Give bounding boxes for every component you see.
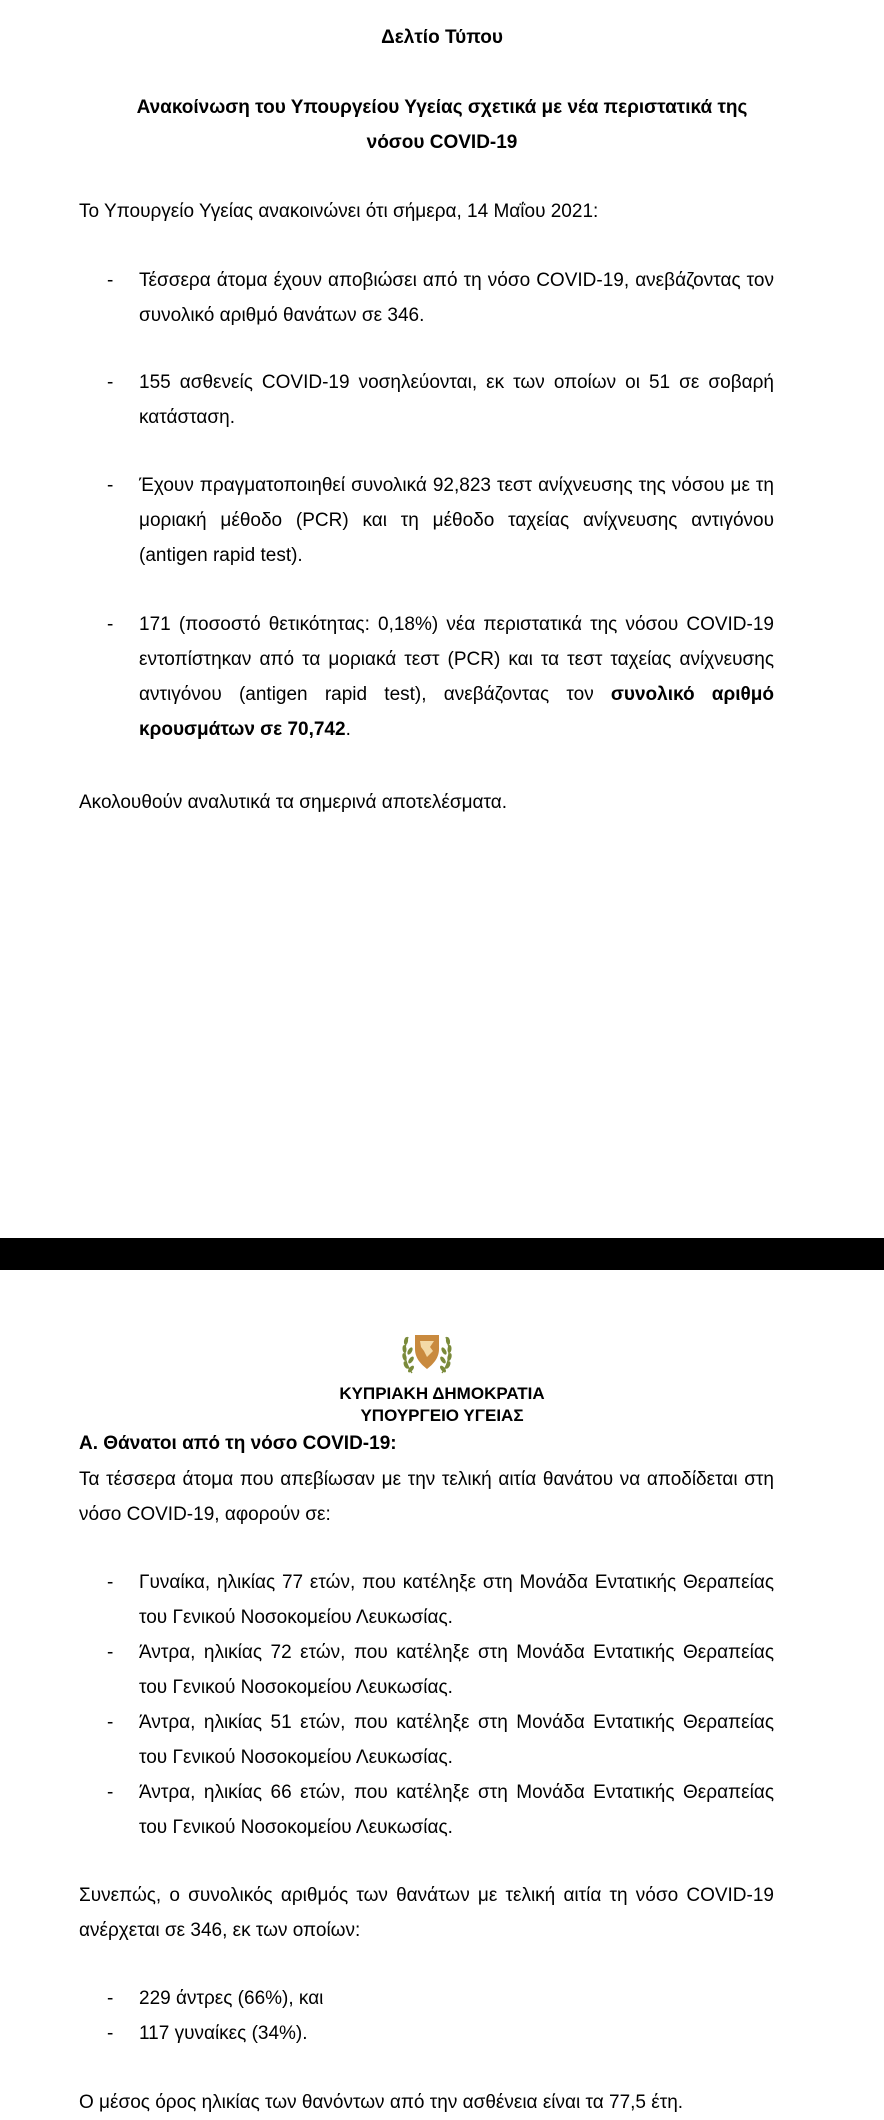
document-subtitle-line1: Ανακοίνωση του Υπουργείου Υγείας σχετικά με νέα περιστατικά της bbox=[136, 97, 748, 118]
intro-paragraph: Το Υπουργείο Υγείας ανακοινώνει ότι σήμερα, 14 Μαΐου 2021: bbox=[79, 201, 599, 222]
list-item: 117 γυναίκες (34%). bbox=[139, 2023, 308, 2044]
list-item: 229 άντρες (66%), και bbox=[139, 1988, 324, 2009]
total-deaths-paragraph: Συνεπώς, ο συνολικός αριθμός των θανάτων με τελική αιτία τη νόσο COVID-19 ανέρχεται σε 346, εκ των οποίων: bbox=[79, 1885, 774, 1941]
list-bullet: - bbox=[107, 1572, 114, 1593]
list-bullet: - bbox=[107, 1642, 114, 1663]
section-intro: Τα τέσσερα άτομα που απεβίωσαν με την τελική αιτία θανάτου να αποδίδεται στη νόσο COVID-19, αφορούν σε: bbox=[79, 1469, 774, 1525]
cyprus-coat-of-arms-icon bbox=[400, 1327, 454, 1379]
total-cases-highlight: συνολικό αριθμό κρουσμάτων σε 70,742 bbox=[139, 684, 774, 740]
list-item: Άντρα, ηλικίας 66 ετών, που κατέληξε στη Μονάδα Εντατικής Θεραπείας του Γενικού Νοσοκομείου Λευκωσίας. bbox=[139, 1782, 774, 1838]
page-separator bbox=[0, 1238, 884, 1270]
list-item: Άντρα, ηλικίας 72 ετών, που κατέληξε στη Μονάδα Εντατικής Θεραπείας του Γενικού Νοσοκομείου Λευκωσίας. bbox=[139, 1642, 774, 1698]
list-item: Άντρα, ηλικίας 51 ετών, που κατέληξε στη Μονάδα Εντατικής Θεραπείας του Γενικού Νοσοκομείου Λευκωσίας. bbox=[139, 1712, 774, 1768]
list-item: Τέσσερα άτομα έχουν αποβιώσει από τη νόσο COVID-19, ανεβάζοντας τον συνολικό αριθμό θανάτων σε 346. bbox=[139, 270, 774, 326]
list-bullet: - bbox=[107, 270, 114, 291]
list-item: 155 ασθενείς COVID-19 νοσηλεύονται, εκ των οποίων οι 51 σε σοβαρή κατάσταση. bbox=[139, 372, 774, 428]
list-bullet: - bbox=[107, 1988, 114, 2009]
header-ministry: ΥΠΟΥΡΓΕΙΟ ΥΓΕΙΑΣ bbox=[360, 1406, 524, 1425]
list-item: Έχουν πραγματοποιηθεί συνολικά 92,823 τεστ ανίχνευσης της νόσου με τη μοριακή μέθοδο (PCR) και τη μέθοδο ταχείας ανίχνευσης αντιγόνου (antigen rapid test). bbox=[139, 475, 774, 566]
average-age-paragraph: Ο μέσος όρος ηλικίας των θανόντων από την ασθένεια είναι τα 77,5 έτη. bbox=[79, 2092, 684, 2113]
list-bullet: - bbox=[107, 614, 114, 635]
list-bullet: - bbox=[107, 372, 114, 393]
document-subtitle-line2: νόσου COVID-19 bbox=[366, 132, 518, 153]
list-bullet: - bbox=[107, 1712, 114, 1733]
list-bullet: - bbox=[107, 2023, 114, 2044]
list-item bbox=[139, 607, 774, 747]
list-bullet: - bbox=[107, 1782, 114, 1803]
closing-paragraph: Ακολουθούν αναλυτικά τα σημερινά αποτελέσματα. bbox=[79, 792, 508, 813]
document-title: Δελτίο Τύπου bbox=[381, 27, 503, 48]
section-title: Α. Θάνατοι από τη νόσο COVID-19: bbox=[79, 1433, 397, 1454]
header-republic: ΚΥΠΡΙΑΚΗ ΔΗΜΟΚΡΑΤΙΑ bbox=[339, 1384, 545, 1403]
list-item-text: 171 (ποσοστό θετικότητας: 0,18%) νέα περιστατικά της νόσου COVID-19 εντοπίστηκαν από τα μοριακά τεστ (PCR) και τα τεστ ταχείας ανίχνευσης αντιγόνου (antigen rapid test), ανεβάζοντας τον bbox=[139, 614, 774, 705]
list-item: Γυναίκα, ηλικίας 77 ετών, που κατέληξε στη Μονάδα Εντατικής Θεραπείας του Γενικού Νοσοκομείου Λευκωσίας. bbox=[139, 1572, 774, 1628]
list-item-end: . bbox=[345, 719, 351, 740]
list-bullet: - bbox=[107, 475, 114, 496]
